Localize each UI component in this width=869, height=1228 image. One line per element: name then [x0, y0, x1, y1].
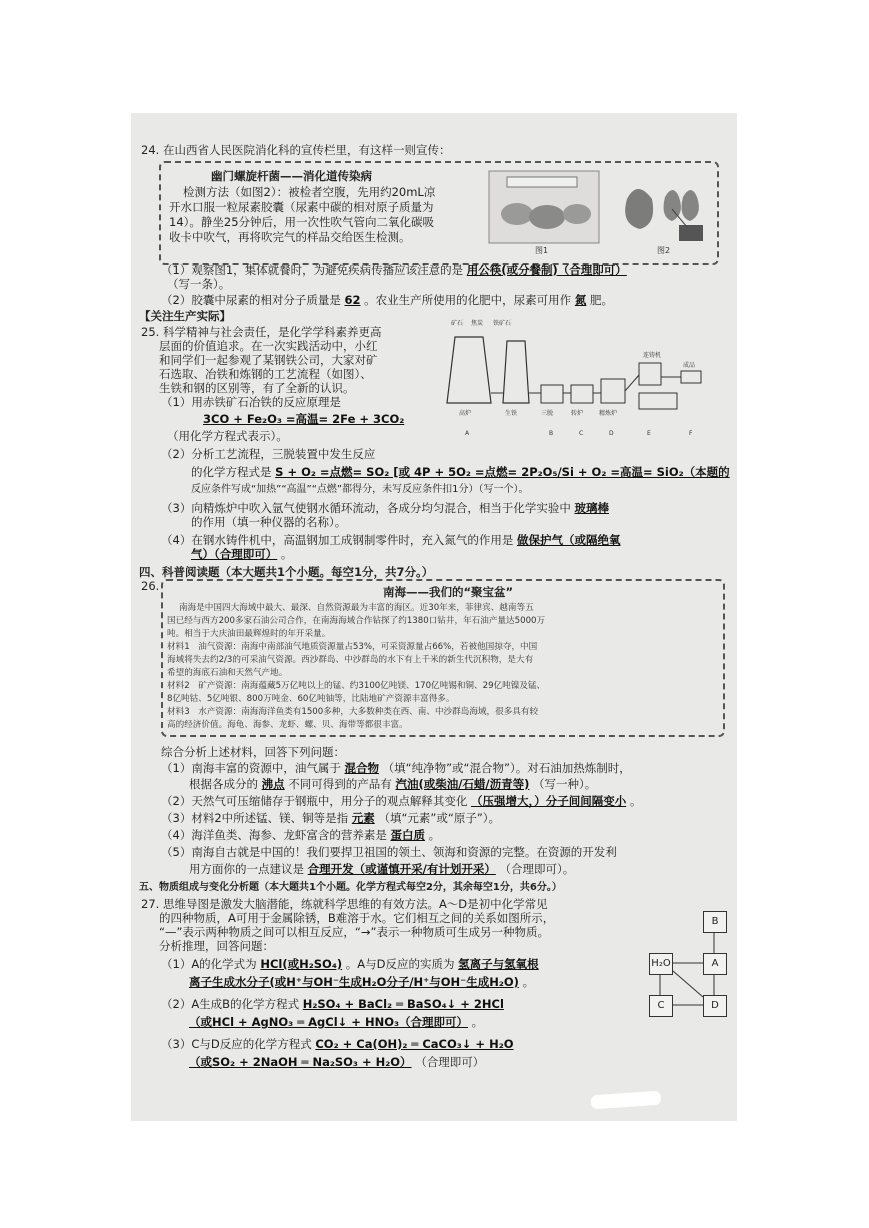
node-h2o: H₂O: [649, 953, 673, 975]
q27-p3-answer: CO₂ + Ca(OH)₂ ═ CaCO₃↓ + H₂O: [315, 1037, 514, 1051]
q24-info-box: [159, 161, 719, 265]
q24-stem: 24. 在山西省人民医院消化科的宣传栏里，有这样一则宣传：: [141, 143, 451, 157]
q26-intro: 综合分析上述材料，回答下列问题：: [161, 745, 345, 759]
q24-p2-text2: 。农业生产所使用的化肥中，尿素可用作: [364, 293, 572, 307]
q24-p2-end: 肥。: [589, 293, 613, 307]
node-c: C: [649, 995, 673, 1017]
q26-a4-end: 。: [428, 828, 441, 842]
q26-a3-answer: 元素: [351, 811, 375, 825]
q27-stem: 分析推理，回答问题：: [159, 939, 274, 953]
q25-p3: [161, 501, 609, 515]
fig2-label: 图2: [657, 246, 671, 255]
q26-a2: [161, 794, 641, 808]
q26-a1-answer3: 汽油(或柴油/石蜡/沥青等): [395, 777, 530, 791]
q26-a4-text: （4）海洋鱼类、海参、龙虾富含的营养素是: [161, 828, 387, 842]
q26-a2-text: （2）天然气可压缩储存于钢瓶中，用分子的观点解释其变化: [161, 794, 468, 808]
q26-a1-answer: 混合物: [344, 761, 379, 775]
q27-stem: 的四种物质，A可用于金属除锈，B难溶于水。它们相互之间的关系如图所示，: [159, 911, 555, 925]
q26-a5-line2: [189, 862, 574, 876]
node-d: D: [703, 995, 727, 1017]
caster-unit: [639, 393, 677, 409]
q24-box-line: 检测方法（如图2）：被检者空腹，先用约20mL凉: [183, 185, 436, 199]
q26-a1-text4: 不同可得到的产品有: [288, 777, 392, 791]
converter: [503, 341, 529, 403]
flow-letter: A: [465, 430, 470, 437]
product-box: [681, 371, 701, 383]
q27-p1-end: 。: [522, 975, 535, 989]
section-5-heading: 五、物质组成与变化分析题（本大题共1个小题。化学方程式每空2分，其余每空1分，共6分。）: [139, 882, 562, 893]
q27-p1-line2: [189, 975, 534, 989]
refining-furnace: [601, 379, 625, 403]
q27-p2: [161, 997, 504, 1011]
q27-p2-line2: [189, 1015, 483, 1029]
q27-p1-answer: HCl(或H₂SO₄): [260, 957, 343, 971]
q27-p2-answer: H₂SO₄ + BaCl₂ ═ BaSO₄↓ + 2HCl: [302, 997, 504, 1011]
q25-p2-text: 的化学方程式是: [191, 465, 272, 479]
q25-p1-note: （用化学方程式表示）。: [167, 429, 288, 443]
q25-p2: [191, 465, 730, 479]
diner-group: [529, 205, 565, 229]
flow-letter: D: [609, 430, 614, 437]
q25-p4-answer-cont: 气）（合理即可）: [191, 547, 278, 561]
q25-p1: （1）用赤铁矿石冶铁的反应原理是: [161, 395, 341, 409]
flow-label: 高炉: [459, 410, 472, 417]
flow-label: 焦炭: [471, 320, 484, 327]
q27-p1-answer2: 氢离子与氢氧根: [458, 957, 539, 971]
q27-p3-text: （3）C与D反应的化学方程式: [161, 1037, 312, 1051]
section-tag: 【关注生产实际】: [139, 309, 231, 323]
q27-p3: [161, 1037, 514, 1051]
q26-a1-text: （1）南海丰富的资源中，油气属于: [161, 761, 341, 775]
link-h2o-d: [673, 971, 703, 997]
q27-p1-answer3: 离子生成水分子(或H⁺与OH⁻生成H₂O分子/H⁺与OH⁻生成H₂O): [189, 975, 519, 989]
q26-box-line: 8亿吨钴、5亿吨银、800万吨金、60亿吨铀等，比陆地矿产资源丰富得多。: [167, 694, 455, 704]
q26-a4: [161, 828, 440, 842]
q26-a1-end: （写一种）。: [533, 777, 597, 791]
q26-box-line: 高的经济价值。海龟、海参、龙虾、螺、贝、海带等都很丰富。: [167, 720, 408, 730]
q26-box-line: 国已经与西方200多家石油公司合作，在南海海域合作钻探了约1380口钻井，年石油产量达5000万: [167, 616, 546, 626]
q27-p3-answer2: （或SO₂ + 2NaOH ═ Na₂SO₃ + H₂O）: [189, 1055, 412, 1069]
q27-relation-diagram: [647, 909, 731, 1019]
q26-box-line: 希望的海底石油和天然气产地。: [167, 668, 288, 678]
flow-label: 连铸机: [643, 352, 662, 359]
q25-p4-line2: [191, 547, 292, 561]
q26-box-line: 材料2 矿产资源：南海蕴藏5万亿吨以上的锰、约3100亿吨镁、170亿吨锡和铜、29亿吨镍及锰、: [167, 681, 546, 691]
q26-a5-text: 用方面你的一点建议是: [189, 862, 304, 876]
q26-a1-text3: 根据各成分的: [189, 777, 258, 791]
q25-p3-text: （3）向精炼炉中吹入氩气使钢水循环流动，各成分均匀混合，相当于化学实验中: [161, 501, 571, 515]
redaction-patch: [591, 1091, 662, 1110]
q24-box-title: 幽门螺旋杆菌——消化道传染病: [211, 169, 372, 183]
q26-box-line: 南海是中国四大海域中最大、最深、自然资源最为丰富的海区。近30年来，菲律宾、越南等五: [179, 603, 534, 613]
lungs-shape: [664, 190, 699, 221]
q26-box-line: 吨。相当于大庆油田最辉煌时的年开采量。: [167, 629, 331, 639]
q24-p2: [161, 293, 613, 307]
q25-p4: [161, 533, 620, 547]
q24-p1-text: （1）观察图1，集体就餐时，为避免疾病传播应该注意的是: [161, 263, 464, 277]
q25-p4-text: （4）在钢水铸件机中，高温钢加工成钢制零件时，充入氮气的作用是: [161, 533, 514, 547]
ladle-c: [571, 385, 593, 403]
q26-box-line: 材料1 油气资源：南海中南部油气地质资源量占53%，可采资源量占66%，若被他国掠夺，中国: [167, 642, 538, 652]
q24-box-line: 14）。静坐25分钟后，用一次性吹气管向二氧化碳吸: [169, 215, 435, 229]
q25-stem: 石选取、冶铁和炼钢的工艺流程（如图）、: [159, 367, 372, 381]
q25-p2-note: 反应条件写成“加热”“高温”“点燃”都得分，未写反应条件扣1分）（写一个）。: [191, 484, 529, 495]
flow-label: 生铁: [505, 410, 518, 417]
q24-p1-answer: 用公筷(或分餐制)（合理即可）: [466, 263, 627, 277]
q26-a3-end: （填“元素”或“原子”）。: [378, 811, 501, 825]
q27-stem: “—”表示两种物质之间可以相互反应，“→”表示一种物质可生成另一种物质。: [159, 925, 549, 939]
q26-a3: [161, 811, 500, 825]
q26-box-title: 南海——我们的“聚宝盆”: [383, 585, 514, 599]
q26-a1-text2: （填“纯净物”或“混合物”）。对石油加热炼制时，: [382, 761, 631, 775]
q25-process-diagram: [443, 313, 705, 439]
q26-reading-box: [161, 579, 725, 737]
flow-letter: B: [549, 430, 554, 437]
q27-p1-text: （1）A的化学式为: [161, 957, 257, 971]
exam-paper-photo: [131, 113, 737, 1121]
q26-a5-end: （合理即可）。: [499, 862, 575, 876]
q27-p3-end: （合理即可）: [415, 1055, 485, 1069]
q27-p3-line2: [189, 1055, 484, 1069]
co2-card: [679, 225, 703, 241]
q26-number: 26.: [141, 579, 160, 593]
q26-a2-answer: （压强增大，）分子间间隔变小: [470, 794, 627, 808]
q25-p2a: （2）分析工艺流程，三脱装置中发生反应: [161, 447, 376, 461]
flow-letter: E: [647, 430, 651, 437]
q26-a4-answer: 蛋白质: [390, 828, 425, 842]
q24-figures: [487, 169, 713, 255]
q25-p2-answer: S + O₂ =点燃= SO₂ [或 4P + 5O₂ =点燃= 2P₂O₅/Si + O₂ =高温= SiO₂（本题的: [275, 465, 730, 479]
q24-p1-tail: （写一条）。: [167, 277, 231, 291]
q24-p2-answer: 62: [344, 293, 361, 307]
relation-lines: [647, 909, 731, 1019]
q27-p1-text2: 。A与D反应的实质为: [345, 957, 455, 971]
q26-a5-answer: 合理开发（或谨慎开采/有计划开采）: [307, 862, 496, 876]
flow-label: 三脱: [541, 410, 554, 417]
q27-p2-end: 。: [471, 1015, 484, 1029]
q27-p2-answer2: （或HCl + AgNO₃ ═ AgCl↓ + HNO₃（合理即可）: [189, 1015, 469, 1029]
ladle-b: [541, 385, 563, 403]
q26-a1: [161, 761, 631, 775]
flow-arrow: [625, 375, 639, 391]
q26-box-line: 海域将失去约2/3的可采油气资源。西沙群岛、中沙群岛的水下有上千米的新生代沉积物，是大有: [167, 655, 534, 665]
q25-p4-end: 。: [280, 547, 293, 561]
q26-a2-end: 。: [629, 794, 642, 808]
q24-p1: [161, 263, 627, 277]
q25-p1-equation: 3CO + Fe₂O₃ =高温= 2Fe + 3CO₂: [203, 412, 405, 426]
flow-letter: F: [689, 430, 693, 437]
banner: [507, 177, 577, 187]
q27-p2-text: （2）A生成B的化学方程式: [161, 997, 300, 1011]
flow-letter: C: [579, 430, 584, 437]
stomach-shape: [625, 189, 653, 229]
diner-group: [563, 204, 591, 224]
q25-p4-answer: 做保护气（或隔绝氧: [516, 533, 621, 547]
q25-stem: 生铁和钢的区别等，有了全新的认识。: [159, 381, 355, 395]
q24-box-line: 收卡中吹气，再将吹完气的样品交给医生检测。: [169, 230, 411, 244]
caster-box: [639, 363, 661, 385]
node-a: A: [703, 953, 727, 975]
q24-p2-text: （2）胶囊中尿素的相对分子质量是: [161, 293, 341, 307]
diner-group: [501, 203, 533, 225]
node-b: B: [703, 911, 727, 933]
q26-a5: （5）南海自古就是中国的！我们要捍卫祖国的领土、领海和资源的完整。在资源的开发利: [161, 845, 617, 859]
q25-stem: 层面的价值追求。在一次实践活动中，小红: [159, 339, 378, 353]
fig1-label: 图1: [535, 246, 549, 255]
q25-stem: 和同学们一起参观了某钢铁公司，大家对矿: [159, 353, 378, 367]
flow-label: 铁矿石: [493, 320, 512, 327]
q25-p3-answer: 玻璃棒: [574, 501, 609, 515]
blast-furnace: [447, 337, 491, 403]
q27-stem: 27. 思维导图是激发大脑潜能，练就科学思维的有效方法。A～D是初中化学常见: [141, 897, 548, 911]
q26-a3-text: （3）材料2中所述锰、镁、铜等是指: [161, 811, 349, 825]
q27-p1: [161, 957, 539, 971]
section-4-heading: 四、科普阅读题（本大题共1个小题。每空1分，共7分。）: [139, 565, 434, 579]
flow-label: 成品: [683, 362, 696, 369]
flow-label: 矿石: [451, 320, 464, 327]
q26-a1-line2: [189, 777, 596, 791]
q25-p3-tail: 的作用（填一种仪器的名称）。: [191, 515, 347, 529]
flow-label: 精炼炉: [599, 410, 618, 417]
q26-box-line: 材料3 水产资源：南海海洋鱼类有1500多种，大多数种类在西、南、中沙群岛海域，很多具有较: [167, 707, 539, 717]
flow-label: 转炉: [571, 410, 584, 417]
q24-p2-answer2: 氮: [574, 293, 587, 307]
q25-stem: 25. 科学精神与社会责任，是化学学科素养更高: [141, 325, 382, 339]
q26-a1-answer2: 沸点: [261, 777, 285, 791]
q24-box-line: 开水口服一粒尿素胶囊（尿素中碳的相对原子质量为: [169, 200, 434, 214]
